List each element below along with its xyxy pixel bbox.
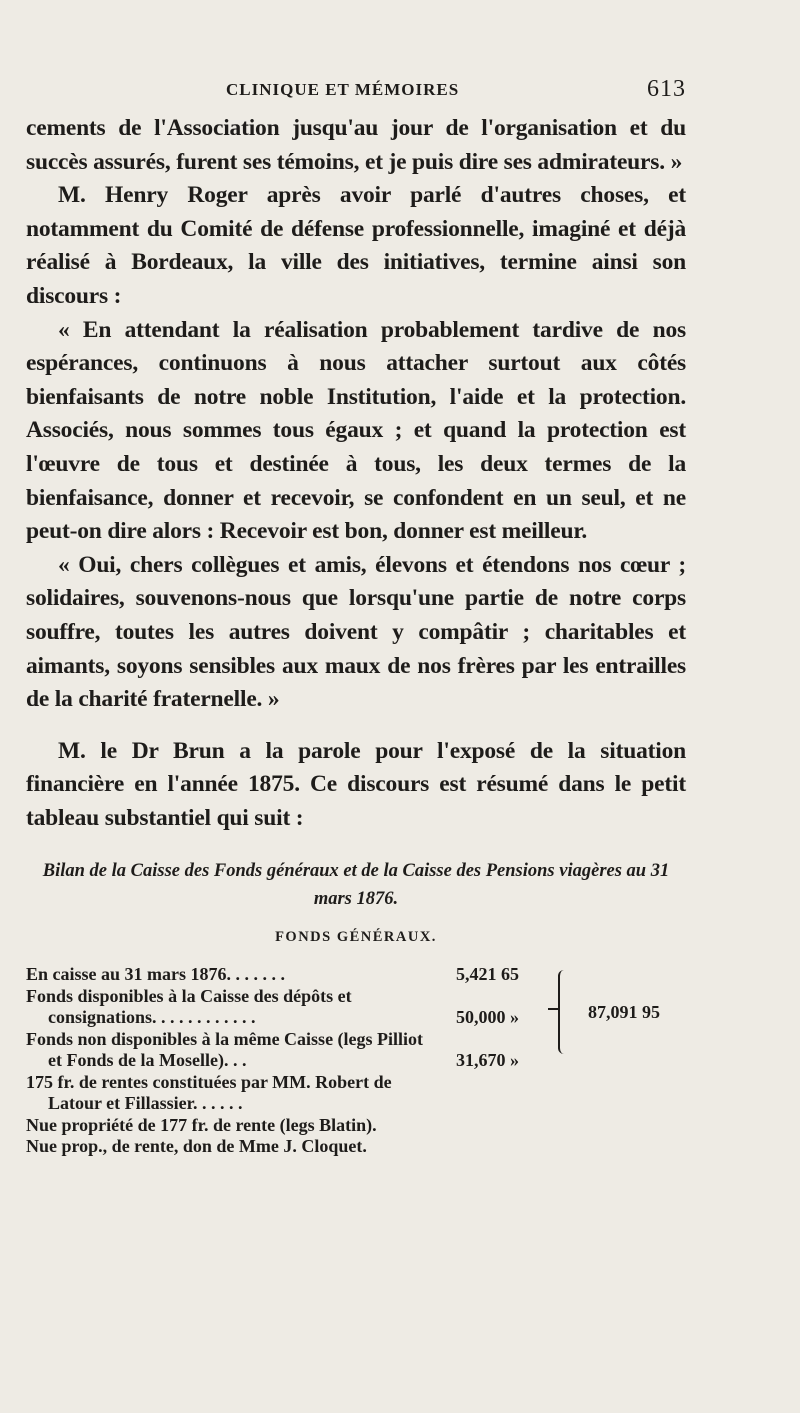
paragraph: M. Henry Roger après avoir parlé d'autres choses, et notamment du Comité de défense professionnelle, imaginé et déjà réalisé à Bordeaux, la ville des initiatives, termine ainsi son discours : [26, 182, 686, 309]
paragraph: M. le Dr Brun a la parole pour l'exposé de la situation financière en l'année 1875. Ce discours est résumé dans le petit tableau substantiel qui suit : [26, 737, 686, 831]
ledger-row [26, 986, 686, 1029]
ledger-label: Nue propriété de 177 fr. de rente (legs Blatin). [26, 1114, 377, 1135]
ledger-label: En caisse au 31 mars 1876. . . . . . . [26, 964, 286, 985]
paragraph: cements de l'Association jusqu'au jour de l'organisation et du succès assurés, furent ses témoins, et je puis dire ses admirateurs. » [26, 115, 686, 175]
ledger-amount: 5,421 65 [456, 964, 519, 985]
table-caption: Bilan de la Caisse des Fonds généraux et de la Caisse des Pensions viagères au 31 mars 1876. [42, 861, 670, 910]
ledger-total: 87,091 95 [588, 1002, 660, 1023]
page-number: 613 [647, 76, 686, 102]
ledger-table [26, 964, 686, 1158]
ledger-amount: 31,670 » [456, 1050, 519, 1071]
running-title: CLINIQUE ET MÉMOIRES [226, 80, 460, 99]
running-header [26, 72, 686, 112]
section-heading: FONDS GÉNÉRAUX. [275, 929, 437, 946]
ledger-row [26, 1136, 686, 1158]
paragraph: « Oui, chers collègues et amis, élevons et étendons nos cœur ; solidaires, souvenons-nous que lorsqu'une partie de notre corps souffre, toutes les autres doivent y compâtir ; charitables et aimants, soyons sensibles aux maux de nos frères par les entrailles de la charité fraternelle. » [26, 551, 686, 713]
paragraph: « En attendant la réalisation probablement tardive de nos espérances, continuons à nous attacher surtout aux côtés bienfaisants de notre noble Institution, l'aide et la protection. Associés, nous sommes tous égaux ; et quand la protection est l'œuvre de tous et destinée à tous, les deux termes de la bienfaisance, donner et recevoir, se confondent en un seul, et ne peut-on dire alors : Recevoir est bon, donner est meilleur. [26, 316, 686, 545]
body-text [26, 112, 686, 835]
ledger-label: 175 fr. de rentes constituées par MM. Robert de Latour et Fillassier. . . . . . [26, 1071, 392, 1114]
ledger-row [26, 1115, 686, 1137]
book-page [26, 72, 686, 1158]
ledger-label: Nue prop., de rente, don de Mme J. Cloquet. [26, 1136, 367, 1157]
ledger-label: Fonds non disponibles à la même Caisse (legs Pilliot et Fonds de la Moselle). . . [26, 1028, 424, 1071]
ledger-row [26, 1029, 686, 1072]
ledger-row [26, 1072, 686, 1115]
ledger-row [26, 964, 686, 986]
ledger-label: Fonds disponibles à la Caisse des dépôts et consignations. . . . . . . . . . . . [26, 985, 352, 1028]
brace-bracket [558, 970, 570, 1054]
brace-tip [548, 1008, 558, 1010]
ledger-amount: 50,000 » [456, 1007, 519, 1028]
